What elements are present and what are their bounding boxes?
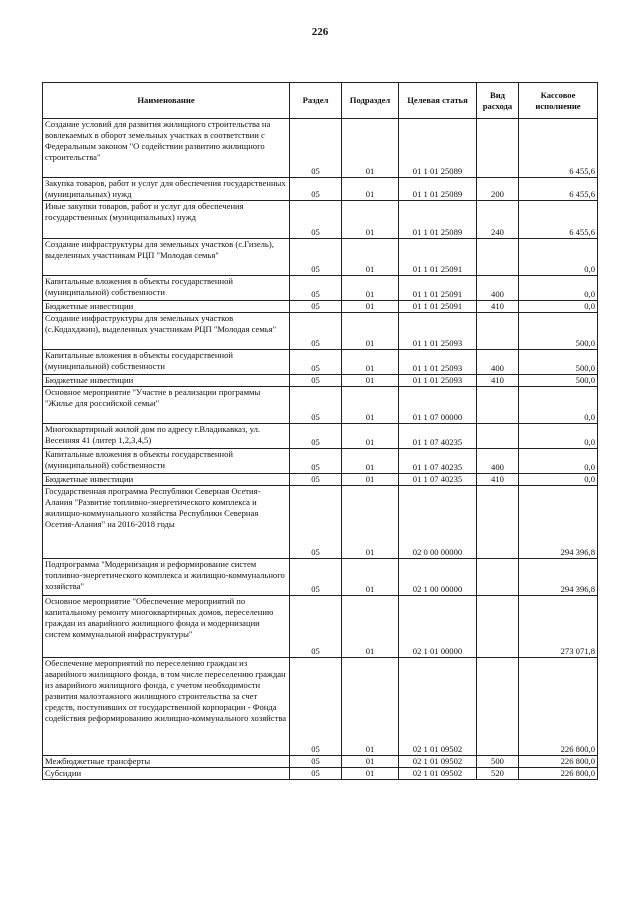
table-row	[43, 559, 598, 596]
row-target-cell: 01 1 01 25091	[399, 301, 477, 313]
row-section-cell: 05	[290, 119, 342, 178]
row-target-cell: 02 1 01 09502	[399, 658, 477, 756]
row-amount-cell: 0,0	[519, 239, 598, 276]
row-section-cell: 05	[290, 301, 342, 313]
row-subsection-cell: 01	[342, 350, 399, 375]
row-name-cell: Капитальные вложения в объекты государственной (муниципальной) собственности	[43, 350, 290, 375]
row-target-cell: 02 1 01 09502	[399, 768, 477, 780]
row-subsection-cell: 01	[342, 301, 399, 313]
header-section: Раздел	[290, 83, 342, 119]
row-name-cell: Закупка товаров, работ и услуг для обеспечения государственных (муниципальных) нужд	[43, 178, 290, 201]
table-row	[43, 474, 598, 486]
row-name-cell: Капитальные вложения в объекты государственной (муниципальной) собственности	[43, 449, 290, 474]
row-section-cell: 05	[290, 486, 342, 559]
row-kind-cell	[477, 596, 519, 658]
row-kind-cell	[477, 559, 519, 596]
row-kind-cell: 500	[477, 756, 519, 768]
row-amount-cell: 500,0	[519, 350, 598, 375]
row-subsection-cell: 01	[342, 424, 399, 449]
row-target-cell: 01 1 01 25093	[399, 313, 477, 350]
row-amount-cell: 226 800,0	[519, 756, 598, 768]
row-amount-cell: 0,0	[519, 424, 598, 449]
row-name-cell: Бюджетные инвестиции	[43, 375, 290, 387]
row-amount-cell: 500,0	[519, 313, 598, 350]
table-row	[43, 313, 598, 350]
header-amount: Кассовое исполнение	[519, 83, 598, 119]
row-kind-cell: 410	[477, 375, 519, 387]
table-row	[43, 375, 598, 387]
row-name-cell: Многоквартирный жилой дом по адресу г.Владикавказ, ул. Весенняя 41 (литер 1,2,3,4,5)	[43, 424, 290, 449]
row-name-cell: Государственная программа Республики Северная Осетия-Алания "Развитие топливно-энергетического комплекса и жилищно-коммунального хозяйства Республики Северная Осетия-Алания" на 2016-2018 годы	[43, 486, 290, 559]
row-amount-cell: 6 455,6	[519, 119, 598, 178]
row-name-cell: Основное мероприятие "Участие в реализации программы "Жилье для российской семьи"	[43, 387, 290, 424]
row-target-cell: 02 1 01 00000	[399, 596, 477, 658]
table-row	[43, 201, 598, 239]
row-section-cell: 05	[290, 449, 342, 474]
table-row	[43, 178, 598, 201]
row-kind-cell	[477, 486, 519, 559]
row-section-cell: 05	[290, 474, 342, 486]
row-subsection-cell: 01	[342, 201, 399, 239]
row-target-cell: 01 1 01 25089	[399, 178, 477, 201]
row-kind-cell: 200	[477, 178, 519, 201]
row-amount-cell: 294 396,8	[519, 486, 598, 559]
row-amount-cell: 500,0	[519, 375, 598, 387]
table-row	[43, 768, 598, 780]
row-name-cell: Бюджетные инвестиции	[43, 301, 290, 313]
row-kind-cell: 400	[477, 276, 519, 301]
row-amount-cell: 294 396,8	[519, 559, 598, 596]
header-kind: Вид расхода	[477, 83, 519, 119]
row-section-cell: 05	[290, 658, 342, 756]
row-kind-cell	[477, 424, 519, 449]
row-target-cell: 01 1 01 25089	[399, 201, 477, 239]
table-row	[43, 119, 598, 178]
table-row	[43, 486, 598, 559]
row-name-cell: Иные закупки товаров, работ и услуг для обеспечения государственных (муниципальных) нужд	[43, 201, 290, 239]
header-subsection: Подраздел	[342, 83, 399, 119]
table-row	[43, 350, 598, 375]
row-amount-cell: 0,0	[519, 449, 598, 474]
row-kind-cell	[477, 313, 519, 350]
row-name-cell: Подпрограмма "Модернизация и реформирование систем топливно-энергетического комплекса и жилищно-коммунального хозяйства"	[43, 559, 290, 596]
row-subsection-cell: 01	[342, 559, 399, 596]
row-section-cell: 05	[290, 239, 342, 276]
row-section-cell: 05	[290, 313, 342, 350]
row-target-cell: 01 1 07 00000	[399, 387, 477, 424]
table-row	[43, 658, 598, 756]
header-name: Наименование	[43, 83, 290, 119]
row-target-cell: 01 1 01 25091	[399, 239, 477, 276]
row-target-cell: 01 1 07 40235	[399, 474, 477, 486]
row-amount-cell: 0,0	[519, 474, 598, 486]
header-target: Целевая статья	[399, 83, 477, 119]
row-kind-cell: 400	[477, 350, 519, 375]
table-row	[43, 387, 598, 424]
row-amount-cell: 0,0	[519, 276, 598, 301]
row-kind-cell	[477, 658, 519, 756]
row-section-cell: 05	[290, 201, 342, 239]
row-target-cell: 02 0 00 00000	[399, 486, 477, 559]
row-section-cell: 05	[290, 559, 342, 596]
row-section-cell: 05	[290, 596, 342, 658]
row-subsection-cell: 01	[342, 768, 399, 780]
row-name-cell: Субсидии	[43, 768, 290, 780]
row-name-cell: Создание условий для развития жилищного строительства на вовлекаемых в оборот земельных участках в соответствии с Федеральным законом "О содействии развитию жилищного строительства"	[43, 119, 290, 178]
row-subsection-cell: 01	[342, 119, 399, 178]
row-section-cell: 05	[290, 375, 342, 387]
row-kind-cell: 240	[477, 201, 519, 239]
row-target-cell: 02 1 00 00000	[399, 559, 477, 596]
row-section-cell: 05	[290, 768, 342, 780]
row-kind-cell: 410	[477, 301, 519, 313]
row-name-cell: Бюджетные инвестиции	[43, 474, 290, 486]
table-row	[43, 424, 598, 449]
row-subsection-cell: 01	[342, 178, 399, 201]
page-number: 226	[311, 26, 329, 38]
row-target-cell: 01 1 01 25093	[399, 350, 477, 375]
row-kind-cell: 400	[477, 449, 519, 474]
table-row	[43, 756, 598, 768]
row-amount-cell: 0,0	[519, 387, 598, 424]
row-kind-cell: 410	[477, 474, 519, 486]
row-target-cell: 01 1 01 25089	[399, 119, 477, 178]
row-subsection-cell: 01	[342, 658, 399, 756]
table-row	[43, 449, 598, 474]
row-subsection-cell: 01	[342, 596, 399, 658]
budget-table	[42, 82, 598, 780]
row-subsection-cell: 01	[342, 387, 399, 424]
row-target-cell: 01 1 07 40235	[399, 449, 477, 474]
row-subsection-cell: 01	[342, 474, 399, 486]
row-subsection-cell: 01	[342, 486, 399, 559]
table-row	[43, 239, 598, 276]
row-subsection-cell: 01	[342, 756, 399, 768]
row-subsection-cell: 01	[342, 313, 399, 350]
row-target-cell: 02 1 01 09502	[399, 756, 477, 768]
row-section-cell: 05	[290, 276, 342, 301]
row-amount-cell: 6 455,6	[519, 178, 598, 201]
row-subsection-cell: 01	[342, 375, 399, 387]
table-header-row	[43, 83, 598, 119]
table-body	[43, 119, 598, 780]
row-subsection-cell: 01	[342, 449, 399, 474]
row-kind-cell	[477, 387, 519, 424]
row-subsection-cell: 01	[342, 276, 399, 301]
row-target-cell: 01 1 01 25091	[399, 276, 477, 301]
row-amount-cell: 0,0	[519, 301, 598, 313]
row-amount-cell: 226 800,0	[519, 658, 598, 756]
row-subsection-cell: 01	[342, 239, 399, 276]
table-row	[43, 301, 598, 313]
row-name-cell: Основное мероприятие "Обеспечение мероприятий по капитальному ремонту многоквартирных домов, переселению граждан из аварийного жилищного фонда и модернизации систем коммунальной инфраструктуры"	[43, 596, 290, 658]
row-amount-cell: 6 455,6	[519, 201, 598, 239]
row-kind-cell	[477, 239, 519, 276]
row-name-cell: Обеспечение мероприятий по переселению граждан из аварийного жилищного фонда, в том числе переселению граждан из аварийного жилищного фонда, с учетом необходимости развития малоэтажного жилищного строительства за счет средств, поступивших от государственной корпорации - Фонда содействия реформированию жилищно-коммунального хозяйства	[43, 658, 290, 756]
row-section-cell: 05	[290, 387, 342, 424]
row-section-cell: 05	[290, 178, 342, 201]
table-row	[43, 596, 598, 658]
row-section-cell: 05	[290, 756, 342, 768]
row-kind-cell: 520	[477, 768, 519, 780]
row-section-cell: 05	[290, 424, 342, 449]
row-amount-cell: 226 800,0	[519, 768, 598, 780]
row-kind-cell	[477, 119, 519, 178]
table-row	[43, 276, 598, 301]
row-name-cell: Капитальные вложения в объекты государственной (муниципальной) собственности	[43, 276, 290, 301]
row-name-cell: Межбюджетные трансферты	[43, 756, 290, 768]
row-amount-cell: 273 071,8	[519, 596, 598, 658]
row-target-cell: 01 1 07 40235	[399, 424, 477, 449]
row-section-cell: 05	[290, 350, 342, 375]
row-target-cell: 01 1 01 25093	[399, 375, 477, 387]
row-name-cell: Создание инфраструктуры для земельных участков (с.Гизель), выделенных участникам РЦП "Молодая семья"	[43, 239, 290, 276]
row-name-cell: Создание инфраструктуры для земельных участков (с.Кодахджин), выделенных участникам РЦП "Молодая семья"	[43, 313, 290, 350]
